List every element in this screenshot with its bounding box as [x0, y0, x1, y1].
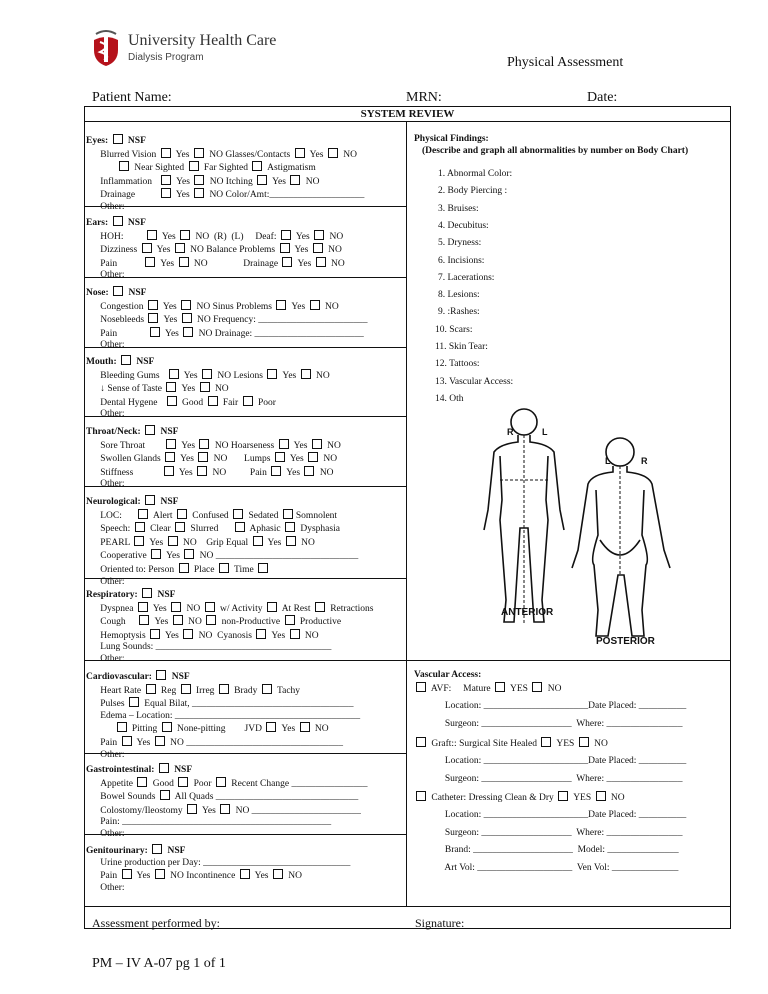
- vascular-line: AVF: Mature YES NO: [414, 682, 561, 694]
- checkbox[interactable]: [155, 736, 165, 746]
- form-line: Other:: [86, 270, 125, 281]
- anterior-label: ANTERIOR: [501, 607, 554, 618]
- form-line: Genitourinary: NSF: [86, 846, 186, 856]
- vascular-line: Location: ______________________Date Placed: __________: [414, 701, 687, 711]
- vascular-line: Surgeon: ___________________ Where: ________________: [414, 828, 683, 838]
- signature-label: Signature:: [415, 916, 465, 930]
- form-line: Dental Hygene Good Fair Poor: [86, 397, 276, 408]
- finding-item: 13. Vascular Access:: [435, 376, 514, 387]
- checkbox[interactable]: [155, 869, 165, 879]
- checkbox[interactable]: [113, 134, 123, 144]
- checkbox[interactable]: [183, 629, 193, 639]
- checkbox[interactable]: [282, 257, 292, 267]
- neuro-section: [86, 495, 406, 588]
- checkbox[interactable]: [189, 161, 199, 171]
- checkbox[interactable]: [129, 697, 139, 707]
- checkbox[interactable]: [416, 682, 426, 692]
- org-name: University Health Care: [128, 32, 277, 49]
- form-line: Other:: [86, 653, 125, 664]
- checkbox[interactable]: [145, 495, 155, 505]
- finding-item: 1. Abnormal Color:: [438, 169, 513, 179]
- form-line: HOH: Yes NO (R) (L) Deaf: Yes NO: [86, 231, 344, 242]
- checkbox[interactable]: [161, 175, 171, 185]
- system-review-heading: SYSTEM REVIEW: [360, 108, 455, 120]
- checkbox[interactable]: [328, 148, 338, 158]
- checkbox[interactable]: [147, 230, 157, 240]
- checkbox[interactable]: [197, 466, 207, 476]
- checkbox[interactable]: [175, 522, 185, 532]
- form-line: Near Sighted Far Sighted Astigmatism: [86, 161, 406, 175]
- checkbox[interactable]: [165, 452, 175, 462]
- form-line: Colostomy/Ileostomy Yes NO _______________________: [86, 805, 361, 816]
- posterior-r-label: R: [641, 456, 648, 466]
- form-line: Other:: [86, 882, 125, 893]
- vascular-line: Catheter: Dressing Clean & Dry YES NO: [414, 791, 625, 803]
- checkbox[interactable]: [184, 549, 194, 559]
- form-line: Stiffness Yes NO Pain Yes NO: [86, 467, 334, 478]
- checkbox[interactable]: [206, 615, 216, 625]
- checkbox[interactable]: [145, 425, 155, 435]
- checkbox[interactable]: [312, 439, 322, 449]
- checkbox[interactable]: [267, 602, 277, 612]
- checkbox[interactable]: [280, 243, 290, 253]
- checkbox[interactable]: [181, 300, 191, 310]
- checkbox[interactable]: [243, 396, 253, 406]
- checkbox[interactable]: [290, 175, 300, 185]
- performed-by-label: Assessment performed by:: [92, 916, 220, 930]
- checkbox[interactable]: [137, 777, 147, 787]
- checkbox[interactable]: [122, 736, 132, 746]
- checkbox[interactable]: [160, 790, 170, 800]
- checkbox[interactable]: [183, 327, 193, 337]
- form-line: Edema – Location: _______________________________________: [86, 710, 361, 721]
- checkbox[interactable]: [161, 188, 171, 198]
- checkbox[interactable]: [179, 563, 189, 573]
- checkbox[interactable]: [152, 844, 162, 854]
- program-name: Dialysis Program: [128, 52, 204, 63]
- vascular-line: Art Vol: ____________________ Ven Vol: ______________: [414, 863, 679, 873]
- checkbox[interactable]: [142, 588, 152, 598]
- respiratory-section: [86, 588, 406, 666]
- vascular-line: Location: ______________________Date Placed: __________: [414, 756, 687, 766]
- form-line: Cardiovascular: NSF: [86, 672, 190, 682]
- form-line: Pain Yes NO _________________________________: [86, 737, 343, 748]
- throat-section: [86, 425, 406, 491]
- finding-item: 14. Oth: [435, 393, 464, 404]
- checkbox[interactable]: [304, 466, 314, 476]
- form-line: Sore Throat Yes NO Hoarseness Yes NO: [86, 440, 341, 451]
- form-line: Pain Yes NO Drainage: _______________________: [86, 328, 364, 339]
- form-title: Physical Assessment: [507, 55, 624, 70]
- checkbox[interactable]: [275, 452, 285, 462]
- form-line: Nosebleeds Yes NO Frequency: _______________________: [86, 315, 368, 326]
- checkbox[interactable]: [596, 791, 606, 801]
- checkbox[interactable]: [240, 869, 250, 879]
- checkbox[interactable]: [258, 563, 268, 573]
- checkbox[interactable]: [558, 791, 568, 801]
- form-line: Speech: Clear Slurred Aphasic Dysphasia: [86, 524, 340, 535]
- checkbox[interactable]: [194, 148, 204, 158]
- form-line: Other:: [86, 340, 125, 351]
- findings-subtitle: (Describe and graph all abnormalities by number on Body Chart): [422, 146, 689, 156]
- checkbox[interactable]: [283, 509, 293, 519]
- checkbox[interactable]: [199, 439, 209, 449]
- checkbox[interactable]: [166, 439, 176, 449]
- form-line: Urine production per Day: _______________________________: [86, 857, 351, 868]
- finding-item: 8. Lesions:: [438, 290, 480, 301]
- form-line: Swollen Glands Yes NO Lumps Yes NO: [86, 454, 338, 465]
- form-line: ↓ Sense of Taste Yes NO: [86, 384, 229, 395]
- vascular-line: Location: ______________________Date Placed: __________: [414, 810, 687, 820]
- finding-item: 7. Lacerations:: [438, 272, 495, 283]
- checkbox[interactable]: [216, 777, 226, 787]
- form-line: Appetite Good Poor Recent Change ________________: [86, 778, 368, 789]
- checkbox[interactable]: [273, 869, 283, 879]
- logo: [88, 26, 124, 73]
- checkbox[interactable]: [180, 230, 190, 240]
- checkbox[interactable]: [416, 737, 426, 747]
- checkbox[interactable]: [169, 369, 179, 379]
- checkbox[interactable]: [253, 536, 263, 546]
- checkbox[interactable]: [173, 615, 183, 625]
- checkbox[interactable]: [167, 396, 177, 406]
- form-line: PEARL Yes NO Grip Equal Yes NO: [86, 537, 315, 548]
- checkbox[interactable]: [205, 602, 215, 612]
- checkbox[interactable]: [290, 629, 300, 639]
- form-id: PM – IV A-07 pg 1 of 1: [92, 956, 226, 971]
- checkbox[interactable]: [166, 382, 176, 392]
- form-line: Blurred Vision Yes NO Glasses/Contacts Yes NO: [86, 149, 357, 160]
- checkbox[interactable]: [300, 722, 310, 732]
- form-line: Gastrointestinal: NSF: [86, 765, 193, 775]
- anterior-l-label: L: [542, 427, 548, 437]
- checkbox[interactable]: [316, 257, 326, 267]
- finding-item: 4. Decubitus:: [438, 220, 489, 231]
- form-line: Other:: [86, 576, 125, 587]
- form-line: Pulses Equal Bilat, __________________________________: [86, 699, 354, 710]
- finding-item: 6. Incisions:: [438, 255, 485, 266]
- checkbox[interactable]: [308, 452, 318, 462]
- vascular-line: Brand: _____________________ Model: _______________: [414, 845, 679, 855]
- cardio-section: [86, 670, 406, 761]
- checkbox[interactable]: [122, 869, 132, 879]
- checkbox[interactable]: [134, 536, 144, 546]
- vascular-line: Graft:: Surgical Site Healed YES NO: [414, 737, 608, 749]
- checkbox[interactable]: [148, 300, 158, 310]
- form-line: Congestion Yes NO Sinus Problems Yes NO: [86, 301, 339, 312]
- body-chart-icon: [460, 400, 700, 655]
- form-line: Throat/Neck: NSF: [86, 427, 179, 437]
- anterior-r-label: R: [507, 427, 514, 437]
- checkbox[interactable]: [148, 313, 158, 323]
- checkbox[interactable]: [150, 327, 160, 337]
- findings-title: Physical Findings:: [414, 134, 489, 144]
- form-line: Pain: ____________________________________________: [86, 817, 332, 828]
- checkbox[interactable]: [198, 452, 208, 462]
- form-line: Eyes: NSF: [86, 136, 146, 146]
- form-line: Drainage Yes NO Color/Amt:____________________: [86, 190, 365, 201]
- checkbox[interactable]: [150, 629, 160, 639]
- checkbox[interactable]: [146, 684, 156, 694]
- form-line: Inflammation Yes NO Itching Yes NO: [86, 176, 320, 187]
- checkbox[interactable]: [113, 286, 123, 296]
- posterior-l-label: L: [605, 456, 611, 466]
- checkbox[interactable]: [177, 509, 187, 519]
- checkbox[interactable]: [162, 722, 172, 732]
- vascular-line: Surgeon: ___________________ Where: ________________: [414, 774, 683, 784]
- checkbox[interactable]: [295, 148, 305, 158]
- checkbox[interactable]: [208, 396, 218, 406]
- checkbox[interactable]: [179, 257, 189, 267]
- checkbox[interactable]: [235, 522, 245, 532]
- checkbox[interactable]: [266, 722, 276, 732]
- finding-item: 12. Tattoos:: [435, 359, 480, 370]
- checkbox[interactable]: [286, 536, 296, 546]
- checkbox[interactable]: [164, 466, 174, 476]
- form-line: Hemoptysis Yes NO Cyanosis Yes NO: [86, 630, 319, 641]
- checkbox[interactable]: [313, 243, 323, 253]
- checkbox[interactable]: [121, 355, 131, 365]
- checkbox[interactable]: [276, 300, 286, 310]
- form-line: Ears: NSF: [86, 218, 146, 228]
- form-line: Pitting None-pitting JVD Yes NO: [86, 722, 406, 736]
- form-line: Heart Rate Reg Irreg Brady Tachy: [86, 685, 301, 696]
- form-line: Other:: [86, 479, 125, 490]
- checkbox[interactable]: [139, 615, 149, 625]
- form-line: Bleeding Gums Yes NO Lesions Yes NO: [86, 370, 330, 381]
- date-label: Date:: [587, 90, 618, 105]
- checkbox[interactable]: [257, 175, 267, 185]
- form-line: Pain Yes NO Incontinence Yes NO: [86, 871, 302, 882]
- form-line: Other:: [86, 201, 125, 212]
- ears-section: [86, 216, 406, 282]
- checkbox[interactable]: [262, 684, 272, 694]
- checkbox[interactable]: [267, 369, 277, 379]
- vascular-line: Vascular Access:: [414, 670, 482, 680]
- checkbox[interactable]: [138, 602, 148, 612]
- form-line: Dyspnea Yes NO w/ Activity At Rest Retractions: [86, 603, 374, 614]
- form-line: Lung Sounds: _____________________________________: [86, 642, 332, 653]
- checkbox[interactable]: [175, 243, 185, 253]
- checkbox[interactable]: [532, 682, 542, 692]
- form-line: Dizziness Yes NO Balance Problems Yes NO: [86, 245, 342, 256]
- form-line: Cough Yes NO non-Productive Productive: [86, 617, 342, 628]
- checkbox[interactable]: [285, 615, 295, 625]
- vascular-line: Surgeon: ___________________ Where: ________________: [414, 719, 683, 729]
- checkbox[interactable]: [495, 682, 505, 692]
- checkbox[interactable]: [541, 737, 551, 747]
- gi-section: [86, 763, 406, 841]
- checkbox[interactable]: [315, 602, 325, 612]
- form-line: LOC: Alert Confused Sedated Somnolent: [86, 510, 338, 521]
- posterior-label: POSTERIOR: [596, 636, 655, 647]
- checkbox[interactable]: [135, 522, 145, 532]
- form-line: Pain Yes NO Drainage Yes NO: [86, 258, 345, 269]
- checkbox[interactable]: [178, 777, 188, 787]
- caduceus-logo-icon: [88, 26, 124, 68]
- checkbox[interactable]: [310, 300, 320, 310]
- checkbox[interactable]: [252, 161, 262, 171]
- checkbox[interactable]: [200, 382, 210, 392]
- checkbox[interactable]: [301, 369, 311, 379]
- checkbox[interactable]: [151, 549, 161, 559]
- checkbox[interactable]: [142, 243, 152, 253]
- finding-item: 3. Bruises:: [438, 203, 479, 214]
- checkbox[interactable]: [271, 466, 281, 476]
- mrn-label: MRN:: [406, 90, 442, 105]
- checkbox[interactable]: [281, 230, 291, 240]
- checkbox[interactable]: [168, 536, 178, 546]
- finding-item: 2. Body Piercing :: [438, 186, 508, 197]
- form-line: Other:: [86, 828, 125, 839]
- checkbox[interactable]: [138, 509, 148, 519]
- checkbox[interactable]: [145, 257, 155, 267]
- checkbox[interactable]: [220, 804, 230, 814]
- checkbox[interactable]: [285, 522, 295, 532]
- form-line: Oriented to: Person Place Time: [86, 563, 406, 577]
- checkbox[interactable]: [416, 791, 426, 801]
- finding-item: 10. Scars:: [435, 324, 473, 335]
- checkbox[interactable]: [161, 148, 171, 158]
- checkbox[interactable]: [181, 684, 191, 694]
- mouth-section: [86, 355, 406, 421]
- finding-item: 11. Skin Tear:: [435, 342, 488, 352]
- form-line: Respiratory: NSF: [86, 590, 176, 600]
- checkbox[interactable]: [182, 313, 192, 323]
- checkbox[interactable]: [314, 230, 324, 240]
- form-line: Bowel Sounds All Quads ______________________________: [86, 792, 359, 803]
- checkbox[interactable]: [194, 188, 204, 198]
- checkbox[interactable]: [219, 684, 229, 694]
- checkbox[interactable]: [187, 804, 197, 814]
- patient-name-label: Patient Name:: [92, 90, 172, 105]
- checkbox[interactable]: [117, 722, 127, 732]
- form-line: Mouth: NSF: [86, 357, 155, 367]
- checkbox[interactable]: [171, 602, 181, 612]
- gu-section: [86, 844, 406, 894]
- form-line: Cooperative Yes NO ______________________________: [86, 551, 359, 562]
- form-line: Neurological: NSF: [86, 497, 179, 507]
- checkbox[interactable]: [233, 509, 243, 519]
- eyes-section: [86, 134, 406, 214]
- checkbox[interactable]: [194, 175, 204, 185]
- nose-section: [86, 286, 406, 352]
- checkbox[interactable]: [113, 216, 123, 226]
- checkbox[interactable]: [256, 629, 266, 639]
- form-line: Other:: [86, 749, 125, 760]
- checkbox[interactable]: [579, 737, 589, 747]
- form-line: Other:: [86, 409, 125, 420]
- checkbox[interactable]: [219, 563, 229, 573]
- form-line: Nose: NSF: [86, 288, 147, 298]
- checkbox[interactable]: [279, 439, 289, 449]
- finding-item: 5. Dryness:: [438, 238, 482, 249]
- checkbox[interactable]: [156, 670, 166, 680]
- checkbox[interactable]: [202, 369, 212, 379]
- finding-item: 9. :Rashes:: [438, 307, 480, 318]
- checkbox[interactable]: [159, 763, 169, 773]
- checkbox[interactable]: [119, 161, 129, 171]
